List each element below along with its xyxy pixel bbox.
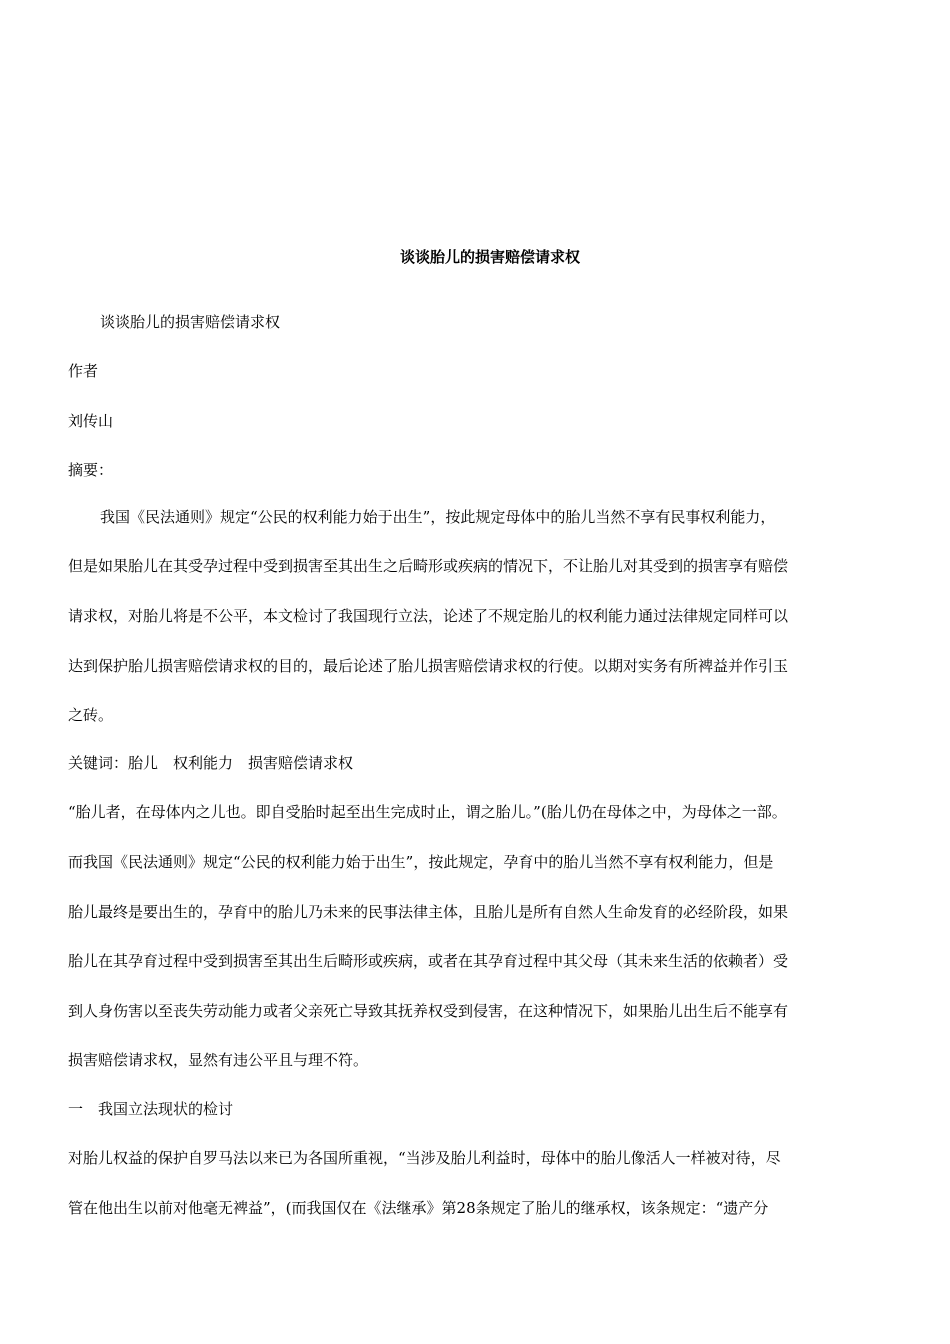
- body-line: 对胎儿权益的保护自罗马法以来已为各国所重视，“当涉及胎儿利益时，母体中的胎儿像活人一样被对待，尽: [68, 1149, 781, 1167]
- keywords-line: 关键词：胎儿 权利能力 损害赔偿请求权: [68, 754, 354, 772]
- author-name: 刘传山: [68, 412, 114, 430]
- abstract-line: 之砖。: [68, 706, 114, 724]
- abstract-label: 摘要：: [68, 461, 114, 479]
- body-line: 而我国《民法通则》规定“公民的权利能力始于出生”，按此规定，孕育中的胎儿当然不享有权利能力，但是: [68, 853, 774, 871]
- body-line: “胎儿者，在母体内之儿也。即自受胎时起至出生完成时止，谓之胎儿。”(胎儿仍在母体之中，为母体之一部。: [68, 803, 787, 821]
- section-heading: 一 我国立法现状的检讨: [68, 1100, 234, 1118]
- abstract-line: 我国《民法通则》规定“公民的权利能力始于出生”，按此规定母体中的胎儿当然不享有民事权利能力，: [100, 508, 776, 526]
- body-line: 胎儿最终是要出生的，孕育中的胎儿乃未来的民事法律主体，且胎儿是所有自然人生命发育的必经阶段，如果: [68, 903, 789, 921]
- body-line: 到人身伤害以至丧失劳动能力或者父亲死亡导致其抚养权受到侵害，在这种情况下，如果胎儿出生后不能享有: [68, 1002, 789, 1020]
- abstract-line: 达到保护胎儿损害赔偿请求权的目的，最后论述了胎儿损害赔偿请求权的行使。以期对实务有所裨益并作引玉: [68, 657, 789, 675]
- body-line: 胎儿在其孕育过程中受到损害至其出生后畸形或疾病，或者在其孕育过程中其父母（其未来生活的依赖者）受: [68, 952, 789, 970]
- subtitle-line: 谈谈胎儿的损害赔偿请求权: [100, 313, 281, 331]
- body-line: 损害赔偿请求权，显然有违公平且与理不符。: [68, 1051, 369, 1069]
- abstract-line: 请求权，对胎儿将是不公平，本文检讨了我国现行立法，论述了不规定胎儿的权利能力通过法律规定同样可以: [68, 607, 789, 625]
- document-title: 谈谈胎儿的损害赔偿请求权: [399, 248, 580, 266]
- body-line: 管在他出生以前对他毫无裨益”，(而我国仅在《法继承》第28条规定了胎儿的继承权，该条规定：“遗产分: [68, 1199, 769, 1217]
- abstract-line: 但是如果胎儿在其受孕过程中受到损害至其出生之后畸形或疾病的情况下，不让胎儿对其受到的损害享有赔偿: [68, 557, 789, 575]
- author-label: 作者: [68, 362, 99, 380]
